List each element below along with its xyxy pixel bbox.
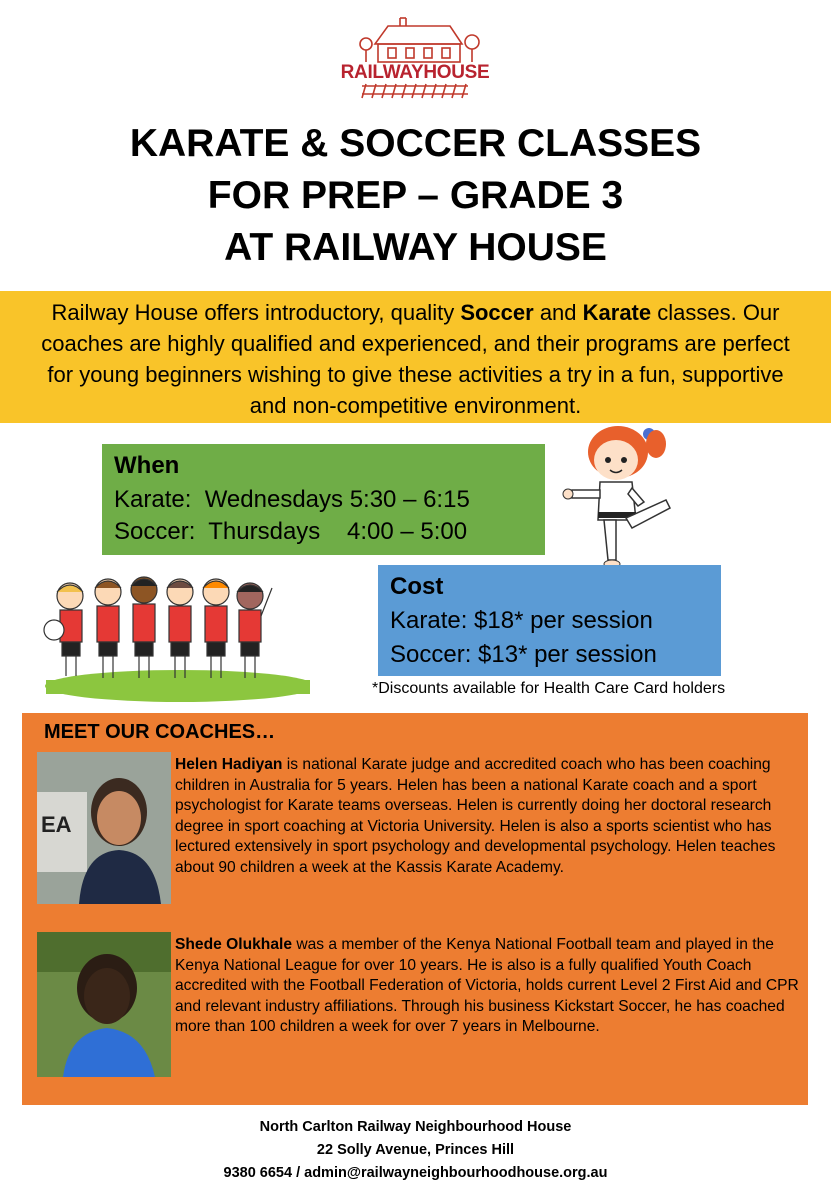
schedule-soccer: Soccer: Thursdays 4:00 – 5:00 [114,518,468,545]
svg-text:EA: EA [41,812,72,837]
intro-and: and [533,300,583,325]
intro-band [0,291,831,423]
title-line-3: AT RAILWAY HOUSE [224,226,607,269]
footer-organisation: North Carlton Railway Neighbourhood House [259,1119,572,1135]
intro-text [0,291,831,421]
coach-shede-photo [37,932,171,1077]
title-line-2: FOR PREP – GRADE 3 [207,174,624,217]
coach-shede-bio [175,935,803,1038]
coaches-section [22,713,808,1105]
footer-address: 22 Solly Avenue, Princes Hill [316,1142,515,1158]
footer-contact [0,1116,831,1185]
intro-karate: Karate [582,300,652,325]
cost-heading: Cost [390,573,444,600]
kids-team-illustration [40,568,310,708]
logo-text: RAILWAYHOUSE [340,62,490,83]
footer-phone-email[interactable]: 9380 6654 / admin@railwayneighbourhoodhouse.org.au [223,1165,608,1181]
coach-shede-text: was a member of the Kenya National Football team and played in the Kenya National League for over 10 years. He is also is a fully qualified Youth Coach accredited with the Football Federation of Victoria, holds current Level 2 First Aid and CPR and relevant industry affiliations. Through his business Kickstart Soccer, he has coached more than 100 children a week for over 7 years in Melbourne. [175,936,799,1036]
coach-helen-photo [37,752,171,904]
coach-helen-name: Helen Hadiyan [175,756,283,773]
page-title [0,118,831,274]
schedule-box [102,444,545,555]
intro-part-1: Railway House offers introductory, quality [51,300,461,325]
coach-helen-text: is national Karate judge and accredited coach who has been coaching children in Australia for 5 years. Helen has been a national Karate coach and a sport psychologist for Karate teams overseas. Helen is currently doing her doctoral research degree in sport coaching at Victoria University. Helen is also a sports scientist who has lectured extensively in sport psychology and developmental psychology. Helen teaches about 90 children a week at the Kassis Karate Academy. [175,756,776,876]
discount-note: *Discounts available for Health Care Card holders [372,680,726,697]
schedule-karate: Karate: Wednesdays 5:30 – 6:15 [114,486,470,513]
title-line-1: KARATE & SOCCER CLASSES [129,122,702,165]
cost-box [378,565,721,676]
karate-girl-illustration [548,420,678,570]
schedule-heading: When [114,452,180,479]
intro-part-2: classes. Our coaches are highly qualified and experienced, and their programs are perfect for young beginners wishing to give these activities a try in a fun, supportive and non-competitive environment. [41,300,790,418]
cost-soccer: Soccer: $13* per session [390,641,657,668]
coach-helen-bio [175,755,803,879]
coach-shede-name: Shede Olukhale [175,936,292,953]
intro-soccer: Soccer [460,300,534,325]
coaches-heading: MEET OUR COACHES… [44,721,276,743]
railway-house-logo [340,14,490,106]
cost-karate: Karate: $18* per session [390,607,653,634]
